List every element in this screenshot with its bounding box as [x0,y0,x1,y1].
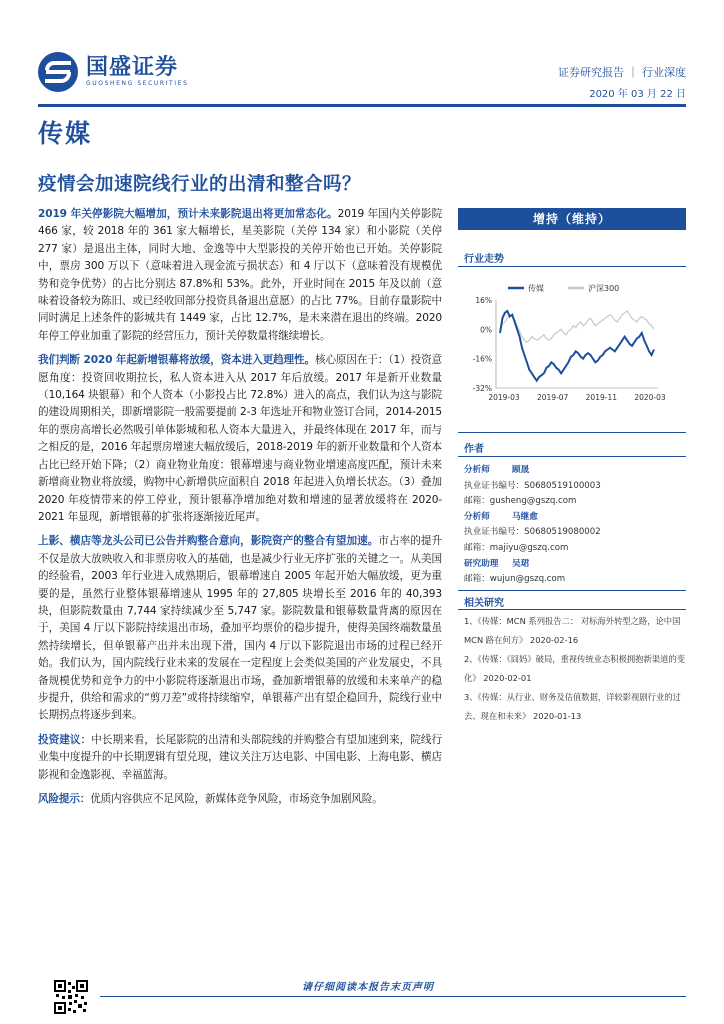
related-heading: 相关研究 [464,598,504,609]
paragraph-lead: 2019 年关停影院大幅增加，预计未来影院退出将更加常态化。 [38,208,338,220]
author-cert: 执业证书编号：S0680519100003 [464,480,601,491]
author-name: 马继愈 [512,511,538,522]
author-name: 顾晟 [512,465,530,475]
author-email: 邮箱：wujun@gszq.com [464,574,566,585]
paragraph-lead: 风险提示： [38,793,91,805]
trend-heading: 行业走势 [464,254,504,265]
authors-divider [458,456,686,457]
paragraph-lead: 投资建议： [38,733,92,746]
y-tick-label: 0% [480,325,492,335]
paragraph-lead: 我们判断 2020 年起新增银幕将放缓，资本进入更趋理性。 [38,354,315,367]
company-logo [38,52,188,92]
author-role: 研究助理 [464,558,499,569]
paragraph-lead: 上影、横店等龙头公司已公告并购整合意向，影院资产的整合有望加速。 [38,535,379,548]
paragraph-closures [38,206,442,345]
paragraph-text: 核心原因在于：（1）投资意愿角度：投资回收期拉长，私人资本进入从 2017 年后放缓。2017 年是新开业数量（10,164 块银幕）和个人资本（小影投占比 72.8%）进入的高点，我们认为这与影院的建设周期相关，即新增影院一般需要提前 2-3 年选址开和物业签订合同，2014-2015 年的票房高增长必然吸引单体影城和私人资本大量进入，并最终体现在 2017 年，而与之相反的是，2016 年起票房增速大幅放缓后，2018-2019 年的新开业数量和个人资本占比已经开始下降；（2）商业物业角度：银幕增速与商业物业增速高度匹配，预计未来新增商业物业将放缓，购物中心新增供应面积自 2018 年起进入负增长状态。（3）叠加 2020 年疫情带来的停工停业，预计银幕净增加绝对数和增速的显著放缓将在 2020-2021 年显现，新增银幕的扩张将逐渐接近尾声。 [38,354,442,523]
series-line-hs300 [500,311,654,342]
x-tick-label: 2020-03 [634,393,666,402]
y-tick-label: -32% [472,384,492,393]
trend-divider [458,266,686,267]
paragraph-investment [38,732,442,784]
x-tick-label: 2019-07 [536,393,569,402]
author-role: 分析师 [464,465,490,475]
qr-code-icon [54,980,88,1014]
authors-top-divider [458,432,686,433]
header-divider [38,104,686,107]
rating-badge: 增持（维持） [458,208,686,230]
logo-icon [38,52,78,92]
report-body [38,206,442,815]
author-role: 分析师 [464,511,490,522]
author-name: 吴珺 [512,558,530,569]
paragraph-text: 市占率的提升不仅是放大放映收入和非票房收入的基础，也是减少行业无序扩张的关键之一。从美国的经验看，2003 年行业进入成熟期后，银幕增速自 2005 年起开始大幅放缓，更为重要的是，虽然行业整体银幕增速从 1995 年的 27,805 块增长至 2016 年的 40,393 块，但影院数量由 7,744 家持续减少至 5,747 家。影院数量和银幕数量背离的原因在于，美国 4 厅以下影院持续退出市场，叠加平均票价的稳步提升，使得美国终端数量虽然持续增长，但单银幕产出并未出现下滑，国内 4 厅以下影院退出市场的过程已经开始。我们认为，国内院线行业未来的发展在一定程度上会类似美国的产业发展史，不具备规模优势和竞争力的中小影院将逐渐退出市场，叠加新增银幕的放缓和未来单产的稳步提升，供给和需求的“剪刀差”或将持续缩窄，单银幕产出有望企稳回升，院线行业中长期拐点将逐步到来。 [38,535,442,722]
author-email-link[interactable]: gusheng@gszq.com [489,496,577,507]
paragraph-risk [38,791,442,808]
legend-label: 沪深300 [588,284,620,293]
related-research-list [464,612,686,726]
paragraph-text: 2019 年国内关停影院 466 家，较 2018 年的 361 家大幅增长，星美影院（关停 134 家）和小影院（关停 277 家）是退出主体，同时大地、金逸等中大型影投的关停开始也已开始。关停影院中，票房 300 万以下（意味着进入现金流亏损状态）和 4 厅以下（意味着没有规模优势和竞争优势）的占比分别达 87.8%和 53%。此外，开业时间在 2015 年及以前（意味着设备较为陈旧、或已经收回部分投资具备退出意愿）的占比 77%。目前存量影院中同时满足上述条件的影城共有 1449 家，占比 12.7%，是未来潜在退出的终端。2020 年停工停业加重了影院的经营压力，预计关停数量将继续增长。 [38,208,443,342]
report-date: 2020 年 03 月 22 日 [589,89,686,100]
author-email: 邮箱：gusheng@gszq.com [464,496,577,507]
paragraph-text: 优质内容供应不足风险，新媒体竞争风险，市场竞争加剧风险。 [90,793,383,805]
related-top-divider [458,590,686,591]
series-line-media [500,311,654,381]
paragraph-screens [38,352,442,526]
author-cert: 执业证书编号：S0680519080002 [464,527,601,538]
x-tick-label: 2019-03 [488,393,520,402]
paragraph-consolidation [38,533,442,724]
x-tick-label: 2019-11 [585,393,618,402]
y-tick-label: -16% [472,354,492,364]
author-list [464,463,686,588]
y-tick-label: 16% [475,296,492,305]
author-email-link[interactable]: wujun@gszq.com [489,574,566,585]
report-type: 证券研究报告 ｜ 行业深度 [558,66,686,79]
related-divider [458,609,686,610]
logo-name-cn: 国盛证券 [86,55,179,80]
author-email: 邮箱：majiyu@gszq.com [464,542,569,553]
footer-disclaimer: 请仔细阅读本报告末页声明 [302,982,434,993]
author-entry [464,510,686,526]
author-entry [464,463,686,479]
paragraph-text: 中长期来看，长尾影院的出清和头部院线的并购整合有望加速到来，院线行业集中度提升的中长期逻辑有望兑现，建议关注万达电影、中国电影、上海电影、横店影视和金逸影视、幸福蓝海。 [38,733,442,781]
related-report-link[interactable]: 2、《传媒：《囧妈》破局，重视传统业态积极拥抱新渠道的变化》 2020-02-01 [464,654,685,683]
related-report-link[interactable]: 1、《传媒：MCN 系列报告二： 对标海外转型之路，论中国 MCN 路在何方》 2020-02-16 [464,616,681,645]
industry-title: 传媒 [38,119,93,148]
report-title: 疫情会加速院线行业的出清和整合吗？ [38,174,362,195]
industry-trend-chart [458,278,686,410]
related-report-link[interactable]: 3、《传媒：从行业、财务及估值数据，详较影视剧行业的过去、现在和未来》 2020-01-13 [464,692,681,721]
footer-divider [100,996,686,997]
author-email-link[interactable]: majiyu@gszq.com [489,542,569,553]
authors-heading: 作者 [464,444,484,455]
logo-name-en: GUOSHENG SECURITIES [86,80,189,87]
author-entry [464,557,686,573]
legend-label: 传媒 [528,284,544,293]
